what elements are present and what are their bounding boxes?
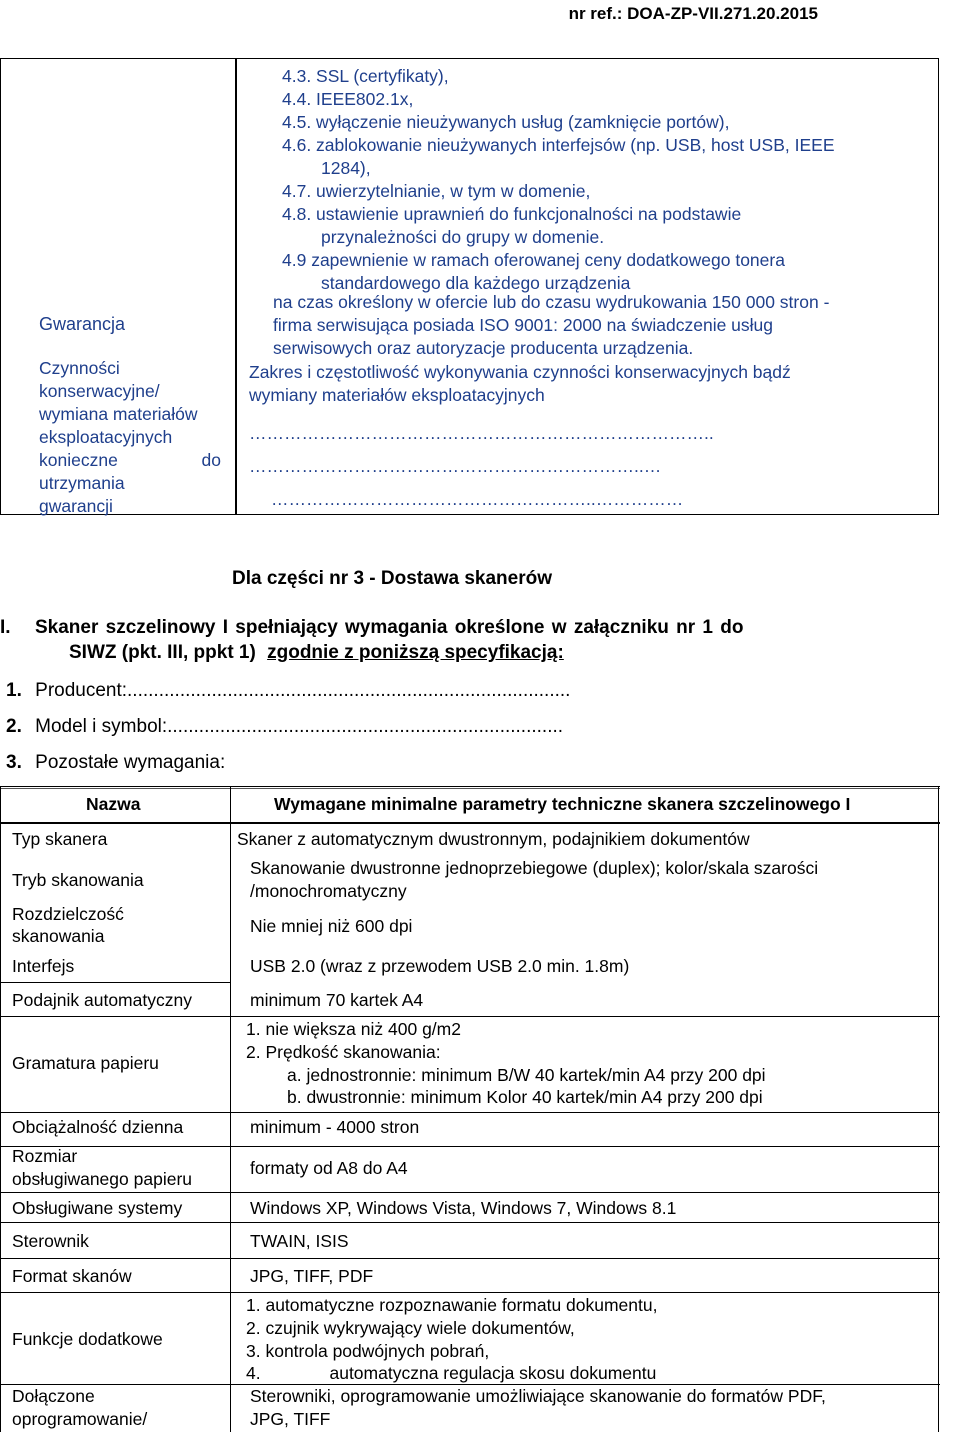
column-divider	[230, 786, 231, 1432]
producer-label: Producent:....................................................................................	[35, 680, 571, 701]
other-req-row	[6, 752, 225, 774]
czynnosci-label-1: Czynności	[39, 358, 120, 378]
list-item-4-9: 4.9 zapewnienie w ramach oferowanej ceny dodatkowego tonera	[282, 250, 785, 270]
list-item-4-7: 4.7. uwierzytelnianie, w tym w domenie,	[282, 181, 591, 201]
column-divider	[235, 59, 237, 514]
table-border-top-inner	[0, 788, 940, 789]
row-gramatura-sub-a: a. jednostronnie: minimum B/W 40 kartek/min A4 przy 200 dpi	[287, 1065, 766, 1085]
czynnosci-label-7: gwarancji	[39, 496, 113, 516]
other-req-number: 3.	[6, 752, 22, 773]
row-line-8	[0, 1292, 940, 1293]
heading-line-2-ref: SIWZ (pkt. III, ppkt 1)	[69, 642, 256, 663]
producer-number: 1.	[6, 680, 22, 701]
scanner-spec-table	[0, 786, 940, 1432]
row-oprog-name-1: Dołączone	[12, 1386, 95, 1406]
row-rozdz-name-2: skanowania	[12, 926, 105, 946]
row-oprog-value-1: Sterowniki, oprogramowanie umożliwiające skanowanie do formatów PDF,	[250, 1386, 826, 1406]
dots-line-1: ……………………………………………………………………..	[249, 423, 714, 443]
row-obciaz-name: Obciążalność dzienna	[12, 1117, 184, 1137]
model-number: 2.	[6, 716, 22, 737]
row-sterownik-value: TWAIN, ISIS	[250, 1231, 349, 1251]
list-item-4-8-cont: przynależności do grupy w domenie.	[321, 227, 605, 247]
row-funkcje-item-4-text: automatyczna regulacja skosu dokumentu	[329, 1363, 657, 1383]
row-gramatura-sub-b: b. dwustronnie: minimum Kolor 40 kartek/min A4 przy 200 dpi	[287, 1087, 763, 1107]
document-reference: nr ref.: DOA-ZP-VII.271.20.2015	[568, 4, 818, 23]
row-funkcje-item-4-number: 4.	[246, 1363, 261, 1383]
row-rozmiar-value: formaty od A8 do A4	[250, 1158, 408, 1178]
list-item-4-5: 4.5. wyłączenie nieużywanych usług (zamknięcie portów),	[282, 112, 730, 132]
row-interfejs-name: Interfejs	[12, 956, 75, 976]
row-systemy-name: Obsługiwane systemy	[12, 1198, 183, 1218]
row-typ-value: Skaner z automatycznym dwustronnym, podajnikiem dokumentów	[237, 829, 750, 849]
row-line-3	[0, 1112, 940, 1113]
other-req-label: Pozostałe wymagania:	[35, 752, 226, 773]
row-funkcje-item-1: 1. automatyczne rozpoznawanie formatu dokumentu,	[246, 1295, 658, 1315]
row-interfejs-value: USB 2.0 (wraz z przewodem USB 2.0 min. 1.8m)	[250, 956, 630, 976]
czynnosci-label-6: utrzymania	[39, 473, 125, 493]
row-podajnik-name: Podajnik automatyczny	[12, 990, 192, 1010]
row-obciaz-value: minimum - 4000 stron	[250, 1117, 420, 1137]
gwarancja-label: Gwarancja	[39, 314, 126, 334]
czynnosci-word-konieczne: konieczne	[39, 450, 118, 470]
row-format-name: Format skanów	[12, 1266, 132, 1286]
producer-row	[6, 680, 570, 702]
row-funkcje-item-3: 3. kontrola podwójnych pobrań,	[246, 1341, 490, 1361]
row-line-4	[0, 1146, 940, 1147]
row-line-1	[0, 982, 230, 983]
row-rozdz-value: Nie mniej niż 600 dpi	[250, 916, 413, 936]
row-rozdz-name-1: Rozdzielczość	[12, 904, 124, 924]
row-typ-name: Typ skanera	[12, 829, 108, 849]
heading-number: I.	[0, 617, 11, 638]
row-oprog-value-2: JPG, TIFF	[250, 1409, 331, 1429]
row-systemy-value: Windows XP, Windows Vista, Windows 7, Windows 8.1	[250, 1198, 677, 1218]
row-format-value: JPG, TIFF, PDF	[250, 1266, 374, 1286]
row-tryb-name: Tryb skanowania	[12, 870, 144, 890]
column-header-name: Nazwa	[86, 794, 141, 814]
heading-line-2-spec: zgodnie z poniższą specyfikacją:	[267, 642, 564, 663]
model-label: Model i symbol:...........................................................................	[35, 716, 564, 737]
row-rozmiar-name-2: obsługiwanego papieru	[12, 1169, 192, 1189]
requirements-table-continued	[0, 58, 939, 515]
list-item-4-6-cont: 1284),	[321, 158, 371, 178]
zakres-line-1: Zakres i częstotliwość wykonywania czynności konserwacyjnych bądź	[249, 362, 791, 382]
czynnosci-label-5	[39, 449, 221, 472]
czynnosci-label-4: eksploatacyjnych	[39, 427, 173, 447]
row-line-7	[0, 1258, 940, 1259]
row-line-6	[0, 1222, 940, 1223]
list-item-4-8: 4.8. ustawienie uprawnień do funkcjonalności na podstawie	[282, 204, 742, 224]
heading-line-2	[69, 642, 564, 664]
list-item-4-9-cont: standardowego dla każdego urządzenia	[321, 273, 631, 293]
row-line-5	[0, 1192, 940, 1193]
model-row	[6, 716, 563, 738]
czynnosci-word-do: do	[201, 450, 221, 470]
row-tryb-value-1: Skanowanie dwustronne jednoprzebiegowe (duplex); kolor/skala szarości	[250, 858, 819, 878]
gwarancja-line-3: serwisowych oraz autoryzacje producenta urządzenia.	[273, 338, 694, 358]
table-border-right	[938, 786, 939, 1432]
heading-line-1: Skaner szczelinowy I spełniający wymagania określone w załączniku nr 1 do	[35, 617, 744, 638]
row-tryb-value-2: /monochromatyczny	[250, 881, 407, 901]
list-item-4-6: 4.6. zablokowanie nieużywanych interfejsów (np. USB, host USB, IEEE	[282, 135, 835, 155]
row-oprog-name-2: oprogramowanie/	[12, 1409, 148, 1429]
dots-line-3: ………………………………………………..……………	[271, 489, 684, 509]
dots-line-2: …………………………………………………………..…	[249, 456, 662, 476]
gwarancja-line-2: firma serwisująca posiada ISO 9001: 2000 na świadczenie usług	[273, 315, 774, 335]
table-border-left	[0, 786, 1, 1432]
section-title: Dla części nr 3 - Dostawa skanerów	[232, 568, 552, 589]
row-podajnik-value: minimum 70 kartek A4	[250, 990, 424, 1010]
row-funkcje-item-2: 2. czujnik wykrywający wiele dokumentów,	[246, 1318, 575, 1338]
row-funkcje-name: Funkcje dodatkowe	[12, 1329, 163, 1349]
row-funkcje-item-4	[246, 1362, 656, 1384]
row-line-2	[0, 1016, 940, 1017]
column-header-params: Wymagane minimalne parametry techniczne skanera szczelinowego I	[274, 794, 851, 814]
row-sterownik-name: Sterownik	[12, 1231, 89, 1251]
gwarancja-line-1: na czas określony w ofercie lub do czasu wydrukowania 150 000 stron -	[273, 292, 830, 312]
row-rozmiar-name-1: Rozmiar	[12, 1146, 78, 1166]
czynnosci-label-2: konserwacyjne/	[39, 381, 160, 401]
zakres-line-2: wymiany materiałów eksploatacyjnych	[249, 385, 545, 405]
row-gramatura-item-1: 1. nie większa niż 400 g/m2	[246, 1019, 461, 1039]
list-item-4-3: 4.3. SSL (certyfikaty),	[282, 66, 449, 86]
header-underline	[0, 822, 940, 824]
row-gramatura-name: Gramatura papieru	[12, 1053, 159, 1073]
row-gramatura-item-2: 2. Prędkość skanowania:	[246, 1042, 441, 1062]
list-item-4-4: 4.4. IEEE802.1x,	[282, 89, 414, 109]
czynnosci-label-3: wymiana materiałów	[39, 404, 198, 424]
